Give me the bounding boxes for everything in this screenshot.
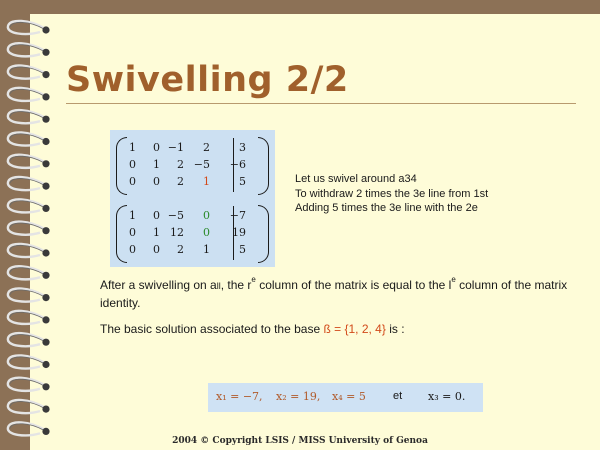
matrix-before — [110, 134, 275, 196]
solution-x1: x₁ = −7, — [216, 390, 263, 403]
matrix-cell: 1 — [203, 243, 210, 256]
text: column of the matrix is equal to the l — [255, 278, 452, 292]
pivot-notes — [295, 172, 488, 216]
matrix-cell: 0 — [129, 175, 136, 188]
superscript: e — [451, 275, 456, 284]
text: column of the matrix identity. — [100, 278, 568, 310]
paragraph-swivel — [100, 277, 570, 311]
title-divider — [66, 103, 576, 104]
matrix-cell: 0 — [153, 209, 160, 222]
matrix-panel — [110, 130, 275, 267]
note-line: To withdraw 2 times the 3e line from 1st — [295, 187, 489, 200]
matrix-cell: 0 — [153, 175, 160, 188]
footer-copyright: 2004 © Copyright LSIS / MISS University of Genoa — [172, 436, 428, 446]
solution-x4: x₄ = 5 — [332, 390, 366, 403]
binding-hole — [42, 272, 49, 279]
matrix-cell: 0 — [203, 209, 210, 222]
matrix-cell: 1 — [129, 209, 136, 222]
note-line: Adding 5 times the 3e line with the 2e — [295, 202, 478, 214]
binding-hole — [42, 249, 49, 256]
base-set: ß = {1, 2, 4} — [323, 322, 386, 336]
matrix-cell: 0 — [129, 243, 136, 256]
binding-hole — [42, 205, 49, 212]
binding-hole — [42, 93, 49, 100]
binding-hole — [42, 428, 49, 435]
binding-hole — [42, 49, 49, 56]
matrix-after — [110, 202, 275, 264]
binding-hole — [42, 383, 49, 390]
binding-hole — [42, 294, 49, 301]
matrix-cell: 2 — [177, 175, 184, 188]
binding-hole — [42, 316, 49, 323]
text: The basic solution associated to the base — [100, 322, 324, 336]
binding-hole — [42, 138, 49, 145]
matrix-cell: 0 — [129, 158, 136, 171]
text: After a swivelling on a — [100, 278, 217, 292]
matrix-cell: 0 — [153, 141, 160, 154]
binding-hole — [42, 116, 49, 123]
solution-box — [208, 383, 483, 412]
solution-et: et — [393, 390, 403, 402]
matrix-cell: 3 — [239, 141, 246, 154]
matrix-cell: −1 — [167, 141, 184, 154]
right-paren — [258, 205, 269, 263]
spiral-binding — [0, 0, 60, 450]
matrix-cell: −5 — [167, 209, 184, 222]
right-paren — [258, 137, 269, 195]
binding-hole — [42, 227, 49, 234]
matrix-cell: 5 — [239, 175, 246, 188]
matrix-cell: 2 — [177, 158, 184, 171]
binding-hole — [42, 339, 49, 346]
matrix-cell: 0 — [203, 226, 210, 239]
binding-hole — [42, 183, 49, 190]
subscript: ll — [216, 281, 221, 291]
matrix-cell: 19 — [232, 226, 246, 239]
solution-x2: x₂ = 19, — [276, 390, 321, 403]
binding-hole — [42, 71, 49, 78]
text: , the r — [220, 278, 252, 292]
matrix-cell: 0 — [129, 226, 136, 239]
matrix-cell: 1 — [203, 175, 210, 188]
matrix-cell: 1 — [153, 158, 160, 171]
matrix-cell: −6 — [229, 158, 246, 171]
matrix-cell: 1 — [153, 226, 160, 239]
matrix-cell: −5 — [193, 158, 210, 171]
binding-hole — [42, 160, 49, 167]
matrix-cell: −7 — [229, 209, 246, 222]
binding-hole — [42, 361, 49, 368]
slide-title: Swivelling 2/2 — [66, 60, 349, 100]
matrix-cell: 1 — [129, 141, 136, 154]
text: is : — [385, 322, 405, 336]
matrix-cell: 5 — [239, 243, 246, 256]
matrix-cell: 2 — [177, 243, 184, 256]
matrix-cell: 2 — [203, 141, 210, 154]
binding-hole — [42, 406, 49, 413]
solution-x3: x₃ = 0. — [428, 390, 466, 403]
note-line: Let us swivel around a34 — [295, 173, 417, 185]
matrix-cell: 12 — [170, 226, 184, 239]
matrix-cell: 0 — [153, 243, 160, 256]
superscript: e — [251, 275, 256, 284]
paragraph-basic-solution — [100, 321, 405, 337]
binding-hole — [42, 26, 49, 33]
